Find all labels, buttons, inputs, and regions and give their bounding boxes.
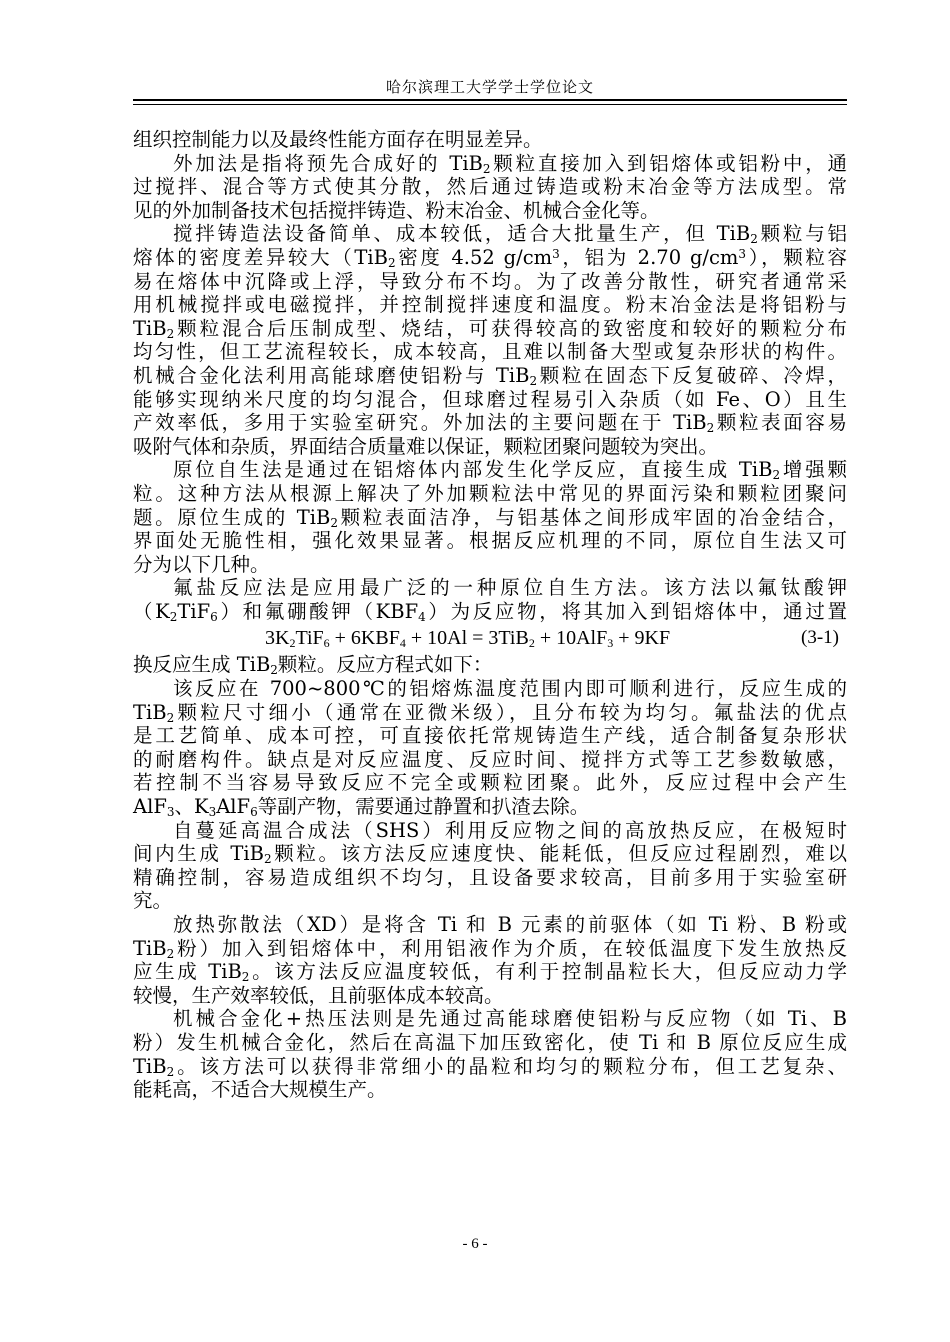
text-line	[133, 600, 847, 624]
running-header: 哈尔滨理工大学学士学位论文	[385, 78, 594, 96]
text-line	[133, 937, 847, 961]
text-run: 搅拌铸造法设备简单、成本较低，适合大批量生产，但 TiB	[173, 222, 751, 246]
subscript: 2	[166, 1064, 175, 1079]
text-line	[133, 222, 847, 246]
text-run: 粉）加入到铝熔体中，利用铝液作为介质，在较低温度下发生放热反	[174, 936, 847, 960]
text-run: 密度 4.52 g/cm	[395, 245, 553, 269]
text-run: 吸附气体和杂质，界面结合质量难以保证，颗粒团聚问题较为突出。	[133, 434, 719, 458]
text-line	[133, 529, 847, 553]
subscript: 2	[169, 609, 178, 624]
text-run: 、K	[174, 795, 209, 819]
equation-number: (3-1)	[801, 627, 839, 649]
text-line	[133, 175, 847, 199]
text-run: 均匀性，但工艺流程较长，成本较高，且难以制备大型或复杂形状的构件。	[133, 340, 847, 364]
text-run: TiF	[177, 599, 211, 623]
text-run: 等副产物，需要通过静置和扒渣去除。	[257, 795, 590, 819]
text-run: ，铝为 2.70 g/cm	[559, 245, 739, 269]
text-run: AlF	[216, 795, 251, 819]
text-line	[133, 889, 847, 913]
text-line	[133, 1055, 847, 1079]
superscript: 3	[552, 246, 560, 261]
subscript: 2	[289, 636, 296, 651]
text-run: 题。原位生成的 TiB	[133, 505, 331, 529]
text-run: 产效率低，多用于实验室研究。外加法的主要问题在于 TiB	[133, 411, 707, 435]
subscript: 2	[482, 161, 491, 176]
text-run: 用机械搅拌或电磁搅拌，并控制搅拌速度和温度。粉末冶金法是将铝粉与	[133, 293, 847, 317]
text-line	[133, 913, 847, 937]
text-line	[133, 960, 847, 984]
text-run: 3K	[265, 627, 290, 650]
text-run: 精确控制，容易造成组织不均匀，且设备要求较高，目前多用于实验室研	[133, 865, 847, 889]
text-run: TiF	[295, 627, 324, 650]
text-run: 见的外加制备技术包括搅拌铸造、粉末冶金、机械合金化等。	[133, 198, 660, 222]
text-line	[133, 152, 847, 176]
subscript: 6	[323, 636, 330, 651]
text-line	[133, 364, 847, 388]
subscript: 2	[772, 468, 781, 483]
text-run: 应生成 TiB	[133, 960, 242, 984]
text-run: + 10Al = 3TiB	[405, 627, 529, 650]
text-run: 过搅拌、混合等方式使其分散，然后通过铸造或粉末冶金等方法成型。常	[133, 175, 847, 199]
text-run: 颗粒混合后压制成型、烧结，可获得较高的致密度和较好的颗粒分布	[174, 316, 847, 340]
subscript: 2	[166, 710, 175, 725]
subscript: 4	[399, 636, 406, 651]
header-rule-thin	[133, 104, 847, 105]
text-line	[133, 701, 847, 725]
text-line	[133, 771, 847, 795]
text-run: 放热弥散法（XD）是将含 Ti 和 B 元素的前驱体（如 Ti 粉、B 粉或	[173, 913, 847, 936]
superscript: 3	[738, 246, 747, 261]
text-line	[133, 653, 847, 677]
text-run: 颗粒在固态下反复破碎、冷焊，	[537, 363, 847, 387]
text-run: ）为反应物，将其加入到铝熔体中，通过置	[425, 599, 847, 623]
text-line	[133, 576, 847, 600]
text-run: 易在熔体中沉降或上浮，导致分布不均。为了改善分散性，研究者通常采	[133, 269, 847, 293]
subscript: 6	[250, 805, 258, 820]
text-line	[133, 724, 847, 748]
subscript: 2	[270, 663, 278, 678]
text-line	[133, 819, 847, 843]
subscript: 2	[241, 970, 250, 985]
text-run: TiB	[133, 936, 167, 960]
text-run: 熔体的密度差异较大（TiB	[133, 245, 388, 269]
text-line	[133, 866, 847, 890]
subscript: 3	[607, 636, 614, 651]
text-line	[133, 128, 847, 152]
subscript: 2	[529, 373, 538, 388]
text-line	[133, 677, 847, 701]
text-run: 原位自生法是通过在铝熔体内部发生化学反应，直接生成 TiB	[173, 458, 773, 482]
text-run: AlF	[133, 795, 167, 819]
subscript: 2	[388, 255, 396, 270]
text-run: 界面处无脆性相，强化效果显著。根据反应机理的不同，原位自生法又可	[133, 529, 847, 553]
text-run: 能耗高，不适合大规模生产。	[133, 1078, 387, 1102]
text-line	[133, 553, 847, 577]
text-run: 间内生成 TiB	[133, 842, 264, 866]
subscript: 3	[208, 805, 217, 820]
text-run: 的耐磨构件。缺点是对反应温度、反应时间、搅拌方式等工艺参数敏感，	[133, 747, 847, 771]
text-line	[133, 293, 847, 317]
text-run: ），颗粒容	[746, 245, 848, 269]
text-run: 氟盐反应法是应用最广泛的一种原位自生方法。该方法以氟钛酸钾	[173, 576, 847, 600]
text-run: 粒。这种方法从根源上解决了外加颗粒法中常见的界面污染和颗粒团聚问	[133, 481, 847, 505]
subscript: 2	[166, 326, 175, 341]
equation-row	[133, 623, 847, 653]
text-run: 是工艺简单、成本可控，可直接依托常规铸造生产线，适合制备复杂形状	[133, 724, 847, 748]
chemical-equation	[265, 623, 670, 653]
text-line	[133, 1078, 847, 1102]
text-run: 外加法是指将预先合成好的 TiB	[173, 151, 483, 175]
text-run: 组织控制能力以及最终性能方面存在明显差异。	[133, 128, 543, 151]
text-run: 。该方法反应温度较低，有利于控制晶粒长大，但反应动力学	[249, 960, 847, 984]
text-run: 。该方法可以获得非常细小的晶粒和均匀的颗粒分布，但工艺复杂、	[174, 1054, 847, 1078]
text-line	[133, 458, 847, 482]
text-run: TiB	[133, 316, 167, 340]
text-run: ）和氟硼酸钾（KBF	[217, 599, 419, 623]
text-line	[133, 984, 847, 1008]
text-run: TiB	[133, 1054, 167, 1078]
text-run: 粉）发生机械合金化，然后在高温下加压致密化，使 Ti 和 B 原位反应生成	[133, 1030, 847, 1054]
text-line	[133, 199, 847, 223]
text-line	[133, 1031, 847, 1055]
text-line	[133, 748, 847, 772]
text-run: 分为以下几种。	[133, 552, 270, 576]
text-run: 能够实现纳米尺度的均匀混合，但球磨过程易引入杂质（如 Fe、O）且生	[133, 387, 847, 411]
text-run: TiB	[133, 700, 167, 724]
text-run: 较慢，生产效率较低，且前驱体成本较高。	[133, 983, 504, 1007]
text-line	[133, 411, 847, 435]
text-line	[133, 795, 847, 819]
text-run: + 9KF	[613, 627, 671, 650]
text-run: 究。	[133, 889, 173, 913]
text-line	[133, 506, 847, 530]
text-run: （K	[133, 599, 170, 623]
header-rule-thick	[133, 99, 847, 101]
body-text	[133, 128, 847, 1102]
text-line	[133, 1007, 847, 1031]
subscript: 2	[330, 515, 338, 530]
text-run: 颗粒直接加入到铝熔体或铝粉中，通	[490, 151, 847, 175]
text-line	[133, 270, 847, 294]
text-line	[133, 388, 847, 412]
text-run: 颗粒。反应方程式如下：	[277, 653, 493, 677]
text-run: 颗粒与铝	[757, 222, 847, 246]
text-run: 颗粒尺寸细小（通常在亚微米级），且分布较为均匀。氟盐法的优点	[174, 700, 847, 724]
text-run: 增强颗	[780, 458, 847, 482]
text-run: 自蔓延高温合成法（SHS）利用反应物之间的高放热反应，在极短时	[173, 818, 847, 842]
text-run: 机械合金化+热压法则是先通过高能球磨使铝粉与反应物（如 Ti、B	[173, 1007, 847, 1031]
text-run: 颗粒表面洁净，与铝基体之间形成牢固的冶金结合，	[337, 505, 847, 529]
text-line	[133, 246, 847, 270]
text-run: 颗粒表面容易	[714, 411, 847, 435]
subscript: 2	[263, 852, 272, 867]
text-run: 该反应在 700~800℃的铝熔炼温度范围内即可顺利进行，反应生成的	[173, 677, 847, 701]
subscript: 2	[166, 946, 175, 961]
text-run: + 10AlF	[534, 627, 608, 650]
text-run: 换反应生成 TiB	[133, 653, 271, 677]
text-run: 若控制不当容易导致反应不完全或颗粒团聚。此外，反应过程中会产生	[133, 771, 847, 795]
text-run: 机械合金化法利用高能球磨使铝粉与 TiB	[133, 363, 530, 387]
text-run: + 6KBF	[329, 627, 400, 650]
text-line	[133, 317, 847, 341]
subscript: 2	[750, 232, 758, 247]
page-number: - 6 -	[462, 1236, 488, 1252]
subscript: 2	[528, 636, 535, 651]
text-line	[133, 435, 847, 459]
text-line	[133, 340, 847, 364]
subscript: 4	[418, 609, 426, 624]
text-run: 颗粒。该方法反应速度快、能耗低，但反应过程剧烈，难以	[271, 842, 847, 866]
subscript: 3	[166, 805, 175, 820]
text-line	[133, 482, 847, 506]
text-line	[133, 842, 847, 866]
subscript: 2	[706, 421, 715, 436]
subscript: 6	[210, 609, 218, 624]
